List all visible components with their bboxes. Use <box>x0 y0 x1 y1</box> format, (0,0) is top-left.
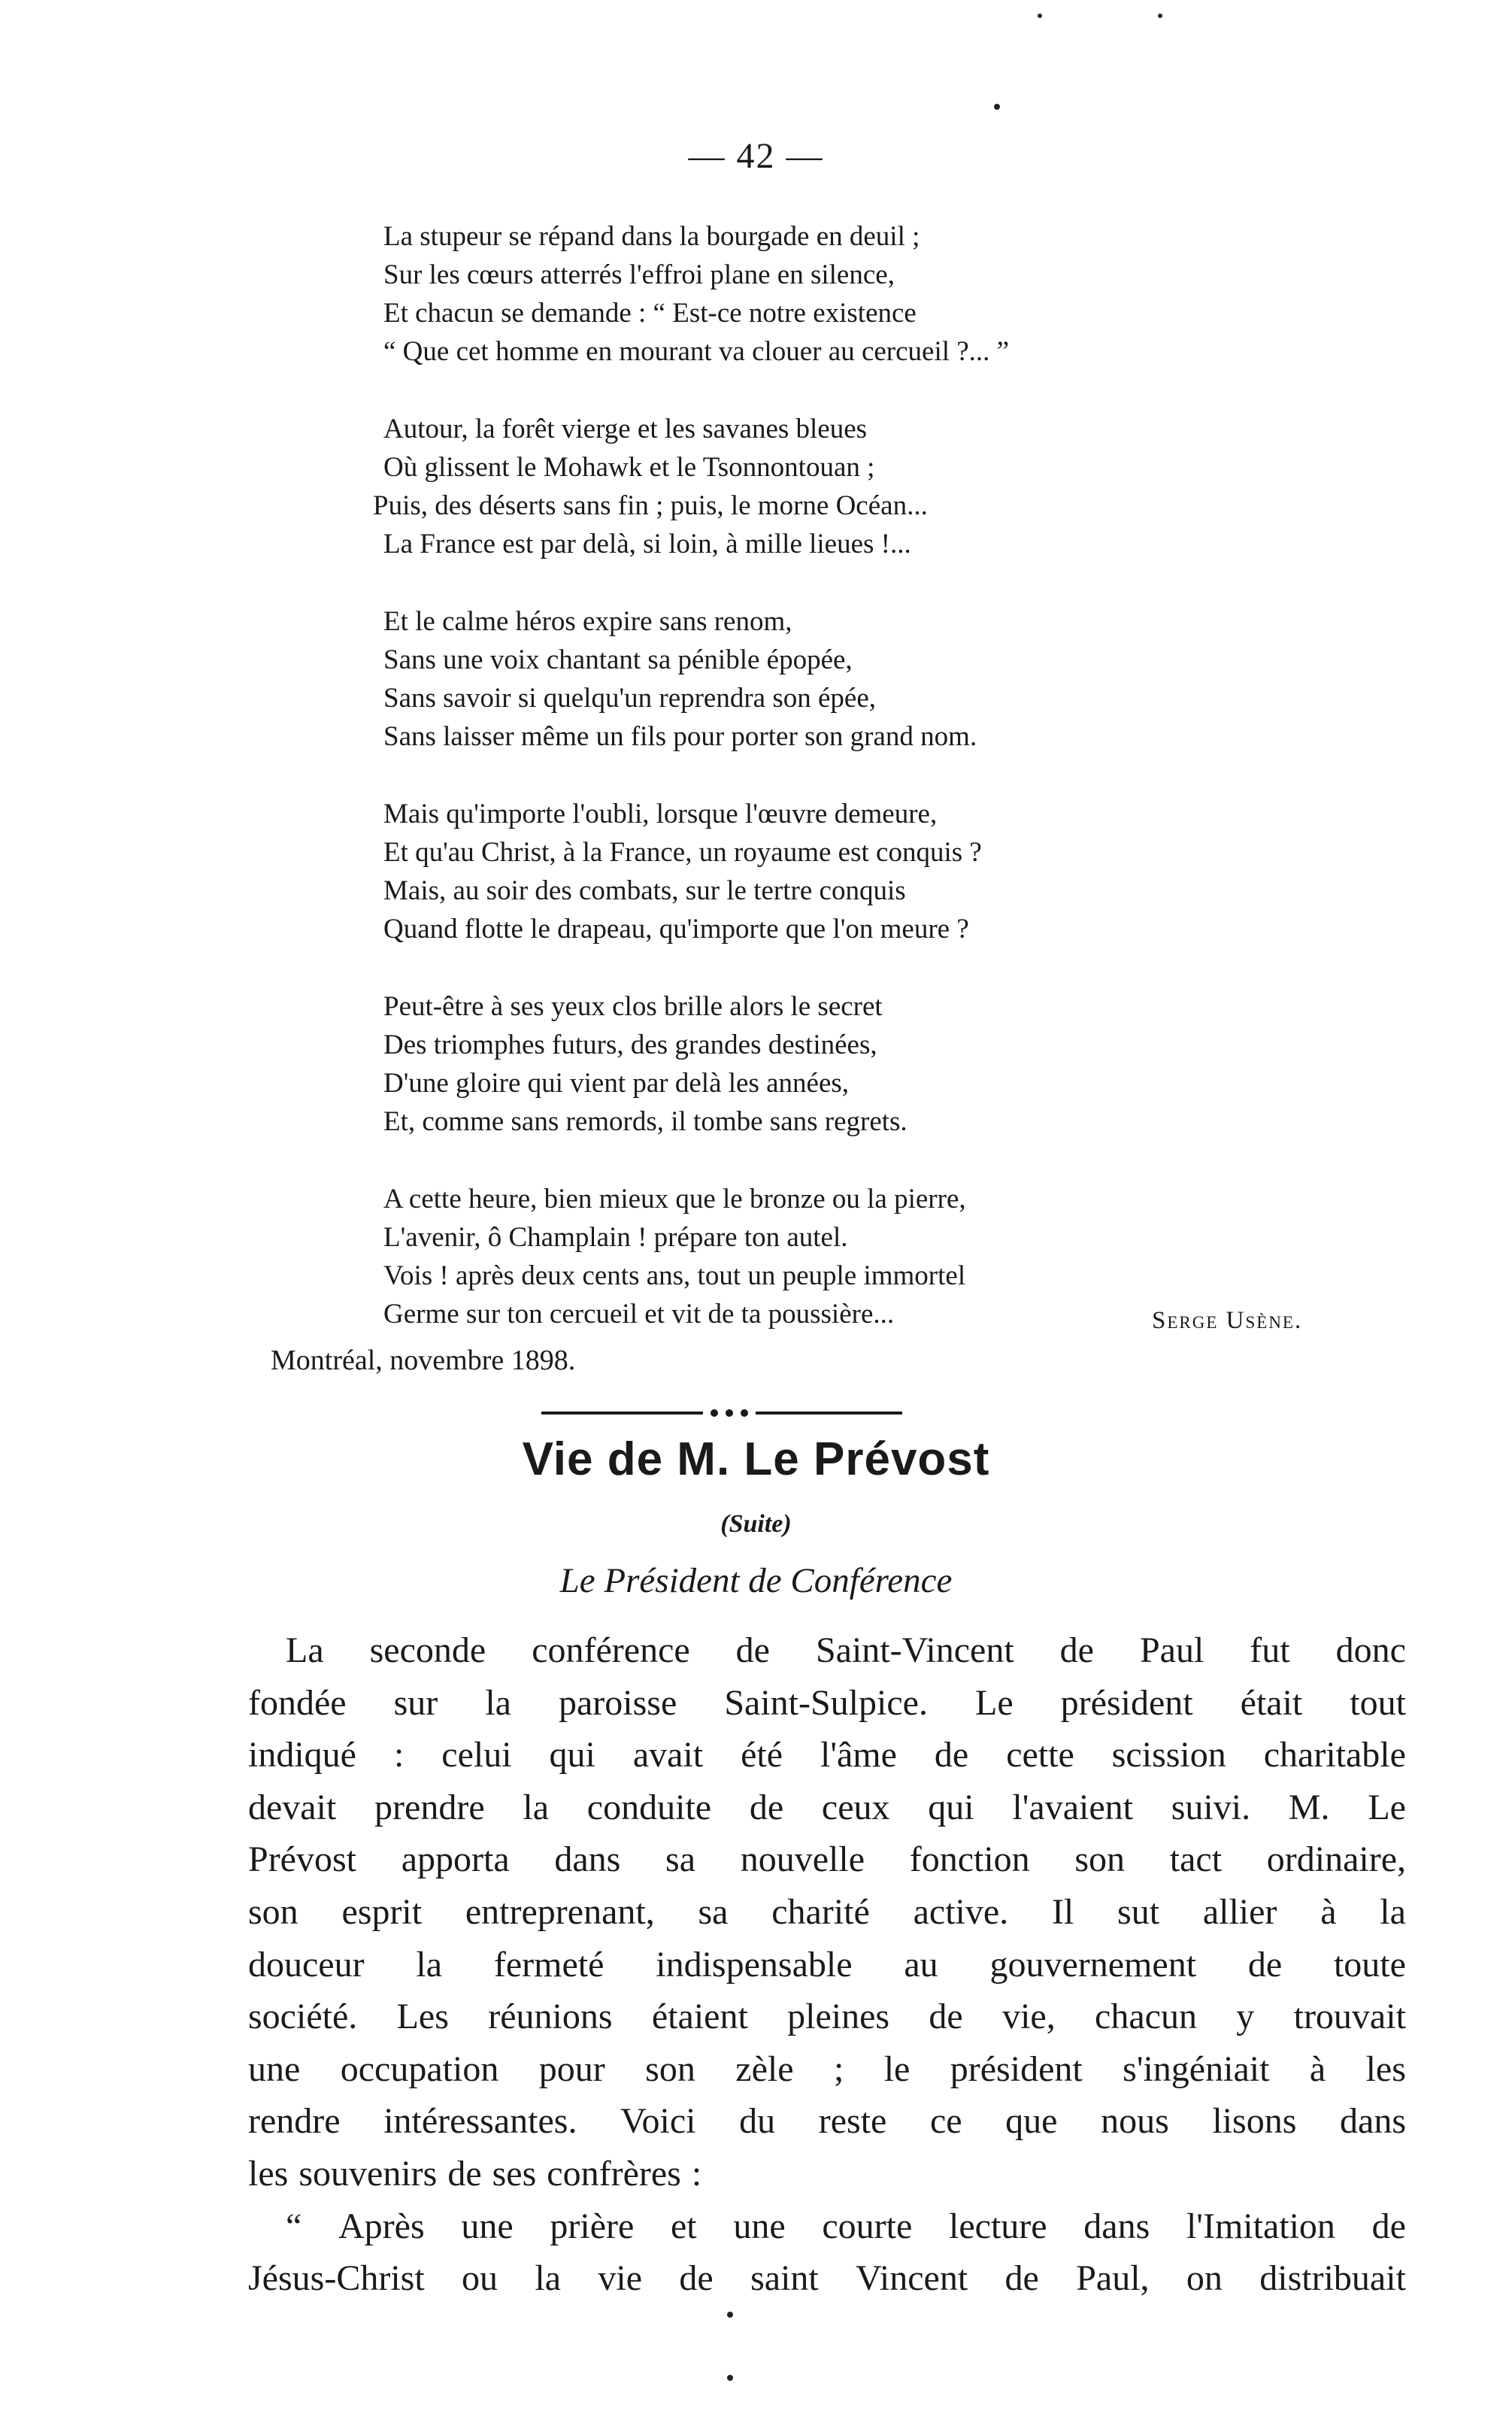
body-line: fondée sur la paroisse Saint-Sulpice. Le président était tout <box>248 1682 1406 1723</box>
article-title: Vie de M. Le Prévost <box>522 1433 990 1485</box>
body-line: rendre intéressantes. Voici du reste ce que nous lisons dans <box>248 2101 1406 2142</box>
poem-line: Et qu'au Christ, à la France, un royaume est conquis ? <box>383 837 982 868</box>
poem-line: Sans savoir si quelqu'un reprendra son épée, <box>383 683 877 714</box>
poem <box>373 217 1010 1333</box>
article-body <box>248 1624 1406 2305</box>
scan-speck <box>994 104 1000 110</box>
page-number: — 42 — <box>688 136 824 176</box>
poem-line: “ Que cet homme en mourant va clouer au cercueil ?... ” <box>383 336 1010 367</box>
stanza <box>383 217 1009 371</box>
poem-line: A cette heure, bien mieux que le bronze ou la pierre, <box>383 1184 966 1214</box>
scan-speck <box>727 2375 733 2381</box>
poem-signature: Serge Usène. <box>1152 1307 1303 1334</box>
poem-line: Puis, des déserts sans fin ; puis, le morne Océan... <box>373 490 928 521</box>
body-line: les souvenirs de ses confrères : <box>248 2153 702 2194</box>
section-divider-ornament <box>541 1407 902 1419</box>
poem-line: D'une gloire qui vient par delà les années, <box>383 1068 850 1099</box>
poem-line: Sans une voix chantant sa pénible épopée, <box>383 644 853 675</box>
body-line: société. Les réunions étaient pleines de vie, chacun y trouvait <box>248 1997 1406 2037</box>
body-line: douceur la fermeté indispensable au gouvernement de toute <box>248 1944 1406 1985</box>
poem-line: Et chacun se demande : “ Est-ce notre existence <box>383 298 917 329</box>
body-line: indiqué : celui qui avait été l'âme de cette scission charitable <box>248 1735 1406 1775</box>
body-line: Prévost apporta dans sa nouvelle fonction son tact ordinaire, <box>248 1839 1406 1880</box>
poem-line: Où glissent le Mohawk et le Tsonnontouan ; <box>383 452 875 483</box>
body-line: son esprit entreprenant, sa charité active. Il sut allier à la <box>248 1891 1406 1932</box>
poem-line: Germe sur ton cercueil et vit de ta poussière... <box>383 1299 895 1330</box>
stanza <box>383 795 1009 948</box>
scan-speck <box>727 2312 733 2318</box>
poem-line: Quand flotte le drapeau, qu'importe que l'on meure ? <box>383 914 969 945</box>
poem-line: La stupeur se répand dans la bourgade en deuil ; <box>383 221 920 252</box>
poem-line: Sur les cœurs atterrés l'effroi plane en silence, <box>383 259 895 290</box>
scan-speck <box>1038 14 1042 18</box>
poem-line: Et le calme héros expire sans renom, <box>383 606 792 637</box>
poem-line: L'avenir, ô Champlain ! prépare ton autel. <box>383 1222 848 1253</box>
poem-line: Autour, la forêt vierge et les savanes bleues <box>383 414 868 444</box>
body-line: La seconde conférence de Saint-Vincent de Paul fut donc <box>286 1630 1406 1670</box>
poem-line: La France est par delà, si loin, à mille lieues !... <box>383 529 911 559</box>
stanza <box>383 1180 1009 1333</box>
poem-dateline: Montréal, novembre 1898. <box>271 1345 576 1376</box>
article-subtitle: (Suite) <box>720 1510 792 1538</box>
stanza <box>383 602 1009 756</box>
poem-line: Mais, au soir des combats, sur le tertre conquis <box>383 875 906 906</box>
body-line: une occupation pour son zèle ; le président s'ingéniait à les <box>248 2048 1406 2089</box>
poem-line: Peut-être à ses yeux clos brille alors le secret <box>383 991 883 1022</box>
poem-line: Des triomphes futurs, des grandes destinées, <box>383 1029 877 1060</box>
poem-line: Mais qu'importe l'oubli, lorsque l'œuvre demeure, <box>383 799 938 829</box>
stanza <box>383 987 1009 1141</box>
stanza <box>373 410 1009 563</box>
poem-line: Vois ! après deux cents ans, tout un peuple immortel <box>383 1260 966 1291</box>
body-line: devait prendre la conduite de ceux qui l'avaient suivi. M. Le <box>248 1787 1406 1827</box>
poem-line: Et, comme sans remords, il tombe sans regrets. <box>383 1106 908 1137</box>
poem-line: Sans laisser même un fils pour porter son grand nom. <box>383 721 977 752</box>
body-line: Jésus-Christ ou la vie de saint Vincent de Paul, on distribuait <box>248 2258 1406 2299</box>
scan-speck <box>1158 14 1162 18</box>
section-heading: Le Président de Conférence <box>559 1561 953 1600</box>
body-line: “ Après une prière et une courte lecture dans l'Imitation de <box>286 2206 1406 2246</box>
